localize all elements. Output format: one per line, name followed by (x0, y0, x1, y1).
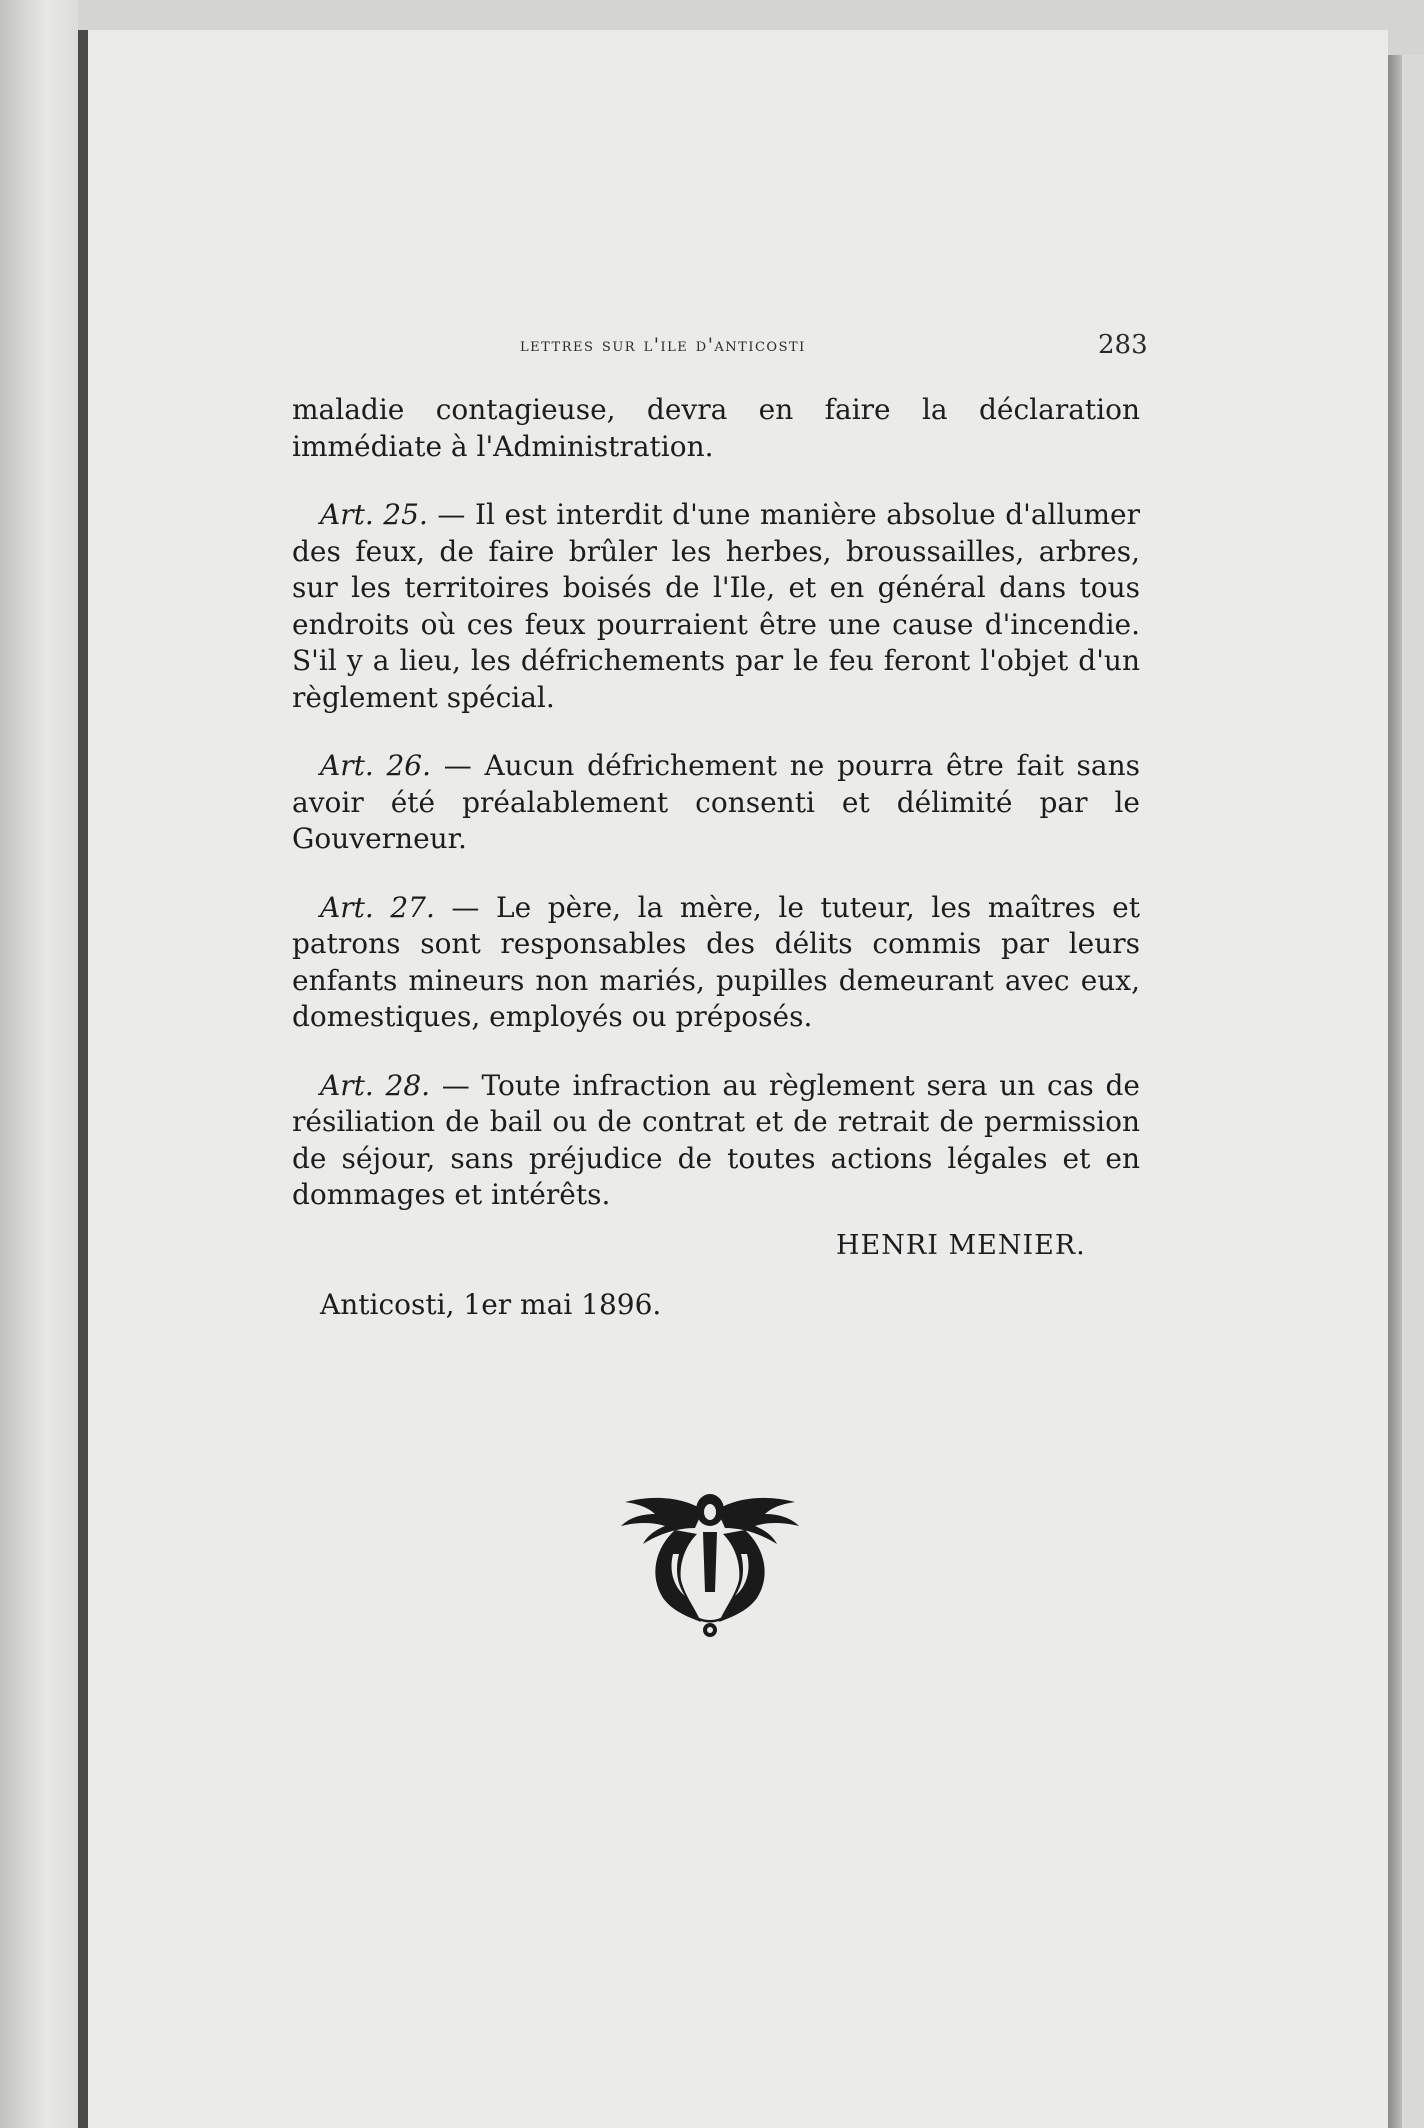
book-gutter (78, 30, 88, 2128)
article-28 (292, 1068, 1140, 1214)
article-text: Il est interdit d'une manière absolue d'allumer des feux, de faire brûler les herbes, broussailles, arbres, sur les territoires boisés de l'Ile, et en général dans tous endroits où ces feux pourraient être une cause d'incendie. S'il y a lieu, les défrichements par le feu feront l'objet d'un règlement spécial. (292, 498, 1140, 714)
running-title: lettres sur l'ile d'anticosti (520, 334, 806, 356)
fleuron-ornament-icon (615, 1488, 805, 1638)
signature: HENRI MENIER. (836, 1230, 1086, 1261)
paragraph-text: maladie contagieuse, devra en faire la déclaration immédiate à l'Administration. (292, 393, 1140, 463)
body-text (292, 392, 1140, 1246)
article-number: Art. 27. (320, 890, 435, 924)
article-27 (292, 890, 1140, 1036)
article-25 (292, 497, 1140, 716)
article-number: Art. 25. (320, 498, 428, 531)
paragraph (292, 392, 1140, 465)
article-number: Art. 26. (320, 749, 431, 782)
page-fore-edge (1402, 55, 1424, 2128)
page-number: 283 (1098, 330, 1148, 360)
article-26 (292, 748, 1140, 858)
article-text: Le père, la mère, le tuteur, les maîtres et patrons sont responsables des délits commis par leurs enfants mineurs non mariés, pupilles demeurant avec eux, domestiques, employés ou préposés. (292, 890, 1140, 1033)
facing-page-edge (0, 0, 78, 2128)
article-text: Aucun défrichement ne pourra être fait sans avoir été préalablement consenti et délimité par le Gouverneur. (292, 749, 1140, 855)
article-number: Art. 28. (320, 1068, 431, 1102)
article-dash: — (431, 749, 485, 782)
article-dash: — (434, 890, 496, 924)
article-dash: — (427, 498, 475, 531)
article-dash: — (430, 1068, 482, 1102)
place-date: Anticosti, 1er mai 1896. (320, 1288, 662, 1321)
article-text: Toute infraction au règlement sera un cas de résiliation de bail ou de contrat et de retrait de permission de séjour, sans préjudice de toutes actions légales et en dommages et intérêts. (292, 1068, 1140, 1211)
page-stack-edge (1388, 55, 1402, 2128)
